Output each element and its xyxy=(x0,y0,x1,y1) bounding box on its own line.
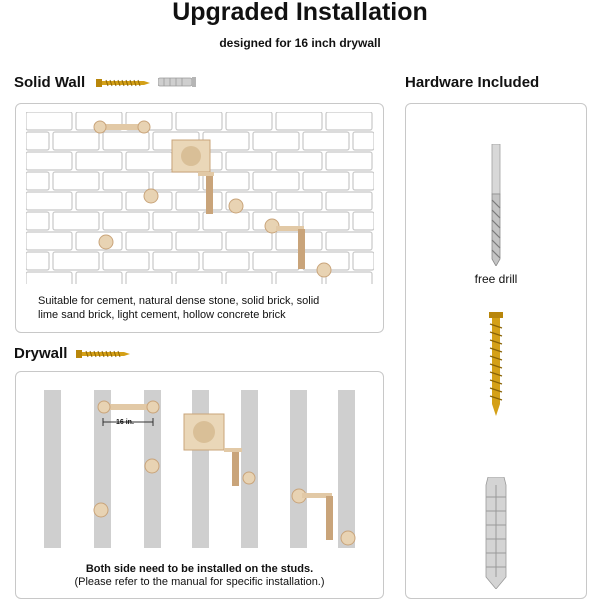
wall-anchor-icon xyxy=(482,477,510,589)
brick xyxy=(353,172,374,190)
hardware-panel xyxy=(405,103,587,599)
screw-icon xyxy=(486,312,506,416)
solid-wall-description xyxy=(38,294,378,322)
drywall-note-normal: (Please refer to the manual for specific installation.) xyxy=(74,576,325,588)
brick xyxy=(353,212,374,230)
page-subtitle: designed for 16 inch drywall xyxy=(219,36,381,50)
page-title: Upgraded Installation xyxy=(172,0,428,26)
stud-spacing-label: 16 in. xyxy=(116,419,134,426)
brick xyxy=(26,252,49,270)
shelf-set-solid xyxy=(86,114,346,279)
screw-icon xyxy=(96,77,150,89)
brick xyxy=(26,232,72,250)
solid-wall-label: Solid Wall xyxy=(14,74,86,91)
stud-illustration xyxy=(16,390,383,548)
drywall-note-bold: Both side need to be installed on the studs. xyxy=(85,563,314,575)
screw-icon xyxy=(76,348,130,360)
solid-wall-description-line1: Suitable for cement, natural dense stone, solid brick, solid xyxy=(38,295,320,307)
brick xyxy=(26,172,49,190)
brick xyxy=(353,132,374,150)
wall-anchor-icon xyxy=(158,75,196,89)
hardware-label: Hardware Included xyxy=(405,74,540,91)
brick xyxy=(26,212,49,230)
drill-caption: free drill xyxy=(474,272,518,286)
brick xyxy=(26,132,49,150)
brick xyxy=(26,192,72,210)
solid-wall-panel xyxy=(15,103,384,333)
brick xyxy=(26,272,72,284)
solid-wall-description-line2: lime sand brick, light cement, hollow concrete brick xyxy=(38,309,286,321)
drywall-note xyxy=(16,563,383,589)
brick xyxy=(26,152,72,170)
drill-bit-icon xyxy=(485,144,507,266)
brick xyxy=(353,252,374,270)
drywall-label: Drywall xyxy=(14,345,68,362)
brick xyxy=(26,112,72,130)
drywall-panel xyxy=(15,371,384,599)
